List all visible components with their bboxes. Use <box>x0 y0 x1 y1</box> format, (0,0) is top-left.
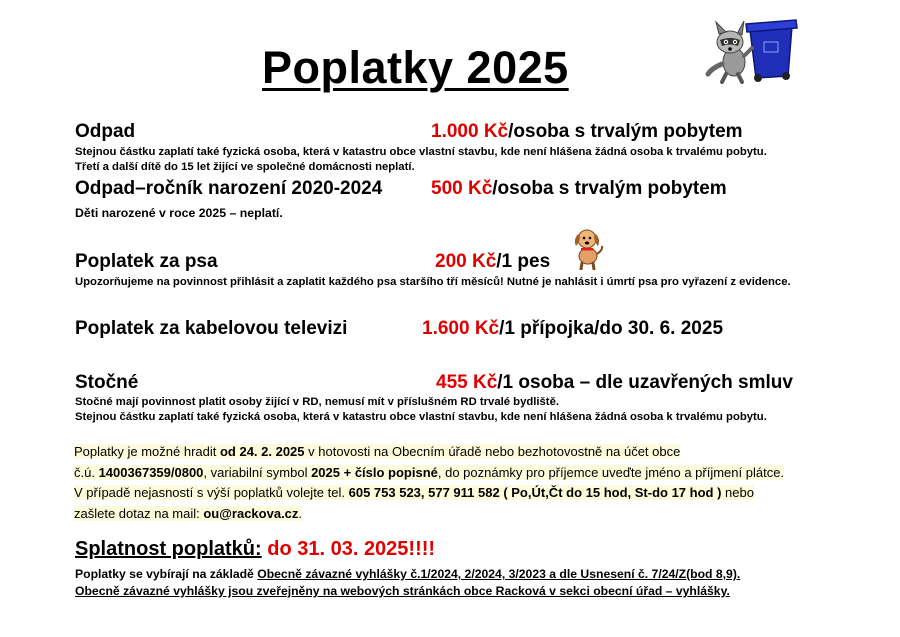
fee-odpad-note-2: Třetí a další dítě do 15 let žijící ve společné domácnosti neplatí. <box>75 161 415 173</box>
fee-odpad-note-1: Stejnou částku zaplatí také fyzická osoba, která v katastru obce vlastní stavbu, kde není hlášena žádná osoba k trvalému pobytu. <box>75 146 767 158</box>
payment-text: V případě nejasností s výší poplatků volejte tel. <box>74 485 349 500</box>
legal-basis <box>75 566 740 600</box>
fee-cable-amount: 1.600 Kč <box>422 318 500 339</box>
payment-text: Poplatky je možné hradit <box>74 444 220 459</box>
fee-sewage-unit: /1 osoba – dle uzavřených smluv <box>497 372 793 393</box>
payment-text: . <box>298 505 303 521</box>
due-date-line <box>75 538 435 561</box>
fee-dog-price <box>435 251 550 273</box>
fee-odpad-price <box>431 121 743 143</box>
payment-text: , variabilní symbol <box>203 464 312 480</box>
legal-publication-note: Obecně závazné vyhlášky jsou zveřejněny na webových stránkách obce Racková v sekci obecní úřad – vyhlášky. <box>75 584 730 598</box>
fee-dog-amount: 200 Kč <box>435 251 497 272</box>
payment-text: nebo <box>721 485 754 500</box>
raccoon-trash-bin-icon <box>700 16 804 84</box>
fee-sewage-note-2: Stejnou částku zaplatí také fyzická osoba, která v katastru obce vlastní stavbu, kde není hlášena žádná osoba k trvalému pobytu. <box>75 411 767 423</box>
variable-symbol: 2025 + číslo popisné <box>311 464 438 480</box>
fee-sewage-note-1: Stočné mají povinnost platit osoby žijící v RD, nemusí mít v příslušném RD trvalé bydliště. <box>75 396 559 408</box>
fee-dog-note: Upozorňujeme na povinnost přihlásit a zaplatit každého psa staršího tří měsíců! Nutné je nahlásit i úmrtí psa pro vyřazení z evidence. <box>75 276 791 288</box>
payment-start-date: od 24. 2. 2025 <box>219 444 305 459</box>
payment-text: č.ú. <box>74 464 99 480</box>
legal-text: Poplatky se vybírají na základě <box>75 567 258 581</box>
fee-sewage-price <box>436 372 793 394</box>
fee-cable-price <box>422 318 723 340</box>
fee-odpad-amount: 1.000 Kč <box>431 121 509 142</box>
legal-decree-reference: Obecně závazné vyhlášky č.1/2024, 2/2024, 3/2023 a dle Usnesení č. 7/24/Z(bod 8,9). <box>257 567 741 581</box>
contact-phones: 605 753 523, 577 911 582 ( Po,Út,Čt do 15 hod, St-do 17 hod ) <box>348 485 722 500</box>
due-label: Splatnost poplatků: <box>75 538 262 560</box>
fee-odpad-children-unit: /osoba s trvalým pobytem <box>492 178 727 199</box>
account-number: 1400367359/0800 <box>98 464 204 480</box>
fee-odpad-unit: /osoba s trvalým pobytem <box>508 121 743 142</box>
fee-odpad-children-price <box>431 178 727 200</box>
fee-odpad-children-note: Děti narozené v roce 2025 – neplatí. <box>75 206 283 220</box>
fee-cable-name: Poplatek za kabelovou televizi <box>75 318 348 339</box>
payment-text: , do poznámky pro příjemce uveďte jméno a příjmení plátce. <box>437 464 785 480</box>
fee-cable-unit: /1 přípojka/do 30. 6. 2025 <box>499 318 724 339</box>
fee-sewage-name: Stočné <box>75 372 139 393</box>
payment-text: zašlete dotaz na mail: <box>74 505 204 521</box>
payment-info <box>74 442 819 524</box>
due-date: do 31. 03. 2025!!!! <box>261 538 436 560</box>
fee-sewage-amount: 455 Kč <box>436 372 498 393</box>
payment-text: v hotovosti na Obecním úřadě nebo bezhotovostně na účet obce <box>304 444 681 459</box>
fee-odpad-children-amount: 500 Kč <box>431 178 493 199</box>
fee-odpad-name: Odpad <box>75 121 136 142</box>
dog-icon <box>569 224 605 270</box>
fee-dog-unit: /1 pes <box>496 251 551 272</box>
contact-email[interactable]: ou@rackova.cz <box>203 505 299 521</box>
fee-dog-name: Poplatek za psa <box>75 251 218 272</box>
page-title: Poplatky 2025 <box>262 42 569 93</box>
fee-odpad-children-name: Odpad–ročník narození 2020-2024 <box>75 178 383 199</box>
